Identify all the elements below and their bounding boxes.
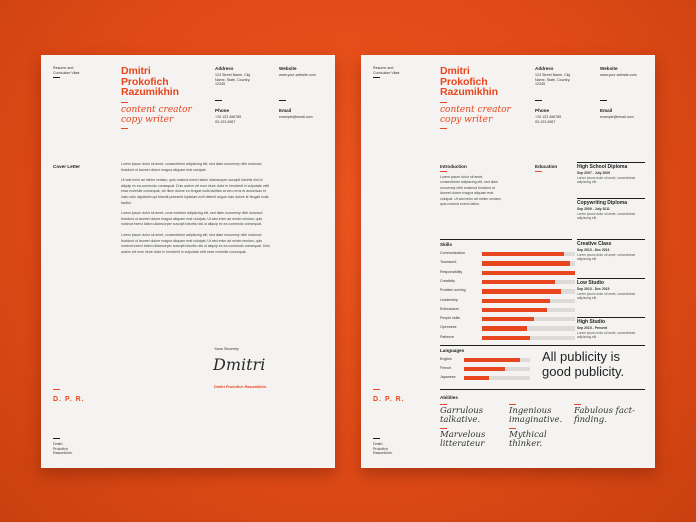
language-row [440,356,530,365]
skill-name: Responsibility [440,269,463,274]
email-block [600,108,634,120]
email-label: Email [279,108,292,113]
skill-bar-track [482,252,575,256]
skill-bar-fill [482,271,575,275]
phone-label: Phone [535,108,550,113]
skill-name: Communication [440,251,465,255]
education-rule [577,162,645,163]
education-title: High School Diploma [577,164,628,170]
skill-name: Openness [440,325,457,330]
language-bar-fill [464,367,505,371]
name-line: Dmitri [121,65,151,77]
skill-name: Creativity [440,278,455,283]
footer-name [373,442,393,456]
role-line: copy writer [121,114,174,125]
skill-row [440,324,575,333]
skill-bar-track [482,280,575,284]
education-rule [577,198,645,199]
divider [535,171,542,172]
name-line: Dmitri [440,65,470,77]
skill-bar-fill [482,308,547,312]
footer-name [53,442,73,456]
address-label: Address [215,66,234,71]
languages-list [440,356,540,384]
doc-type-line: Curriculum Vitae [53,70,80,75]
education-label: Education [535,164,558,169]
email-label: Email [600,108,613,113]
address-block [215,66,277,87]
footer-name-line: Razumikhin. [53,451,73,456]
applicant-name [440,66,498,98]
skill-bar-fill [482,280,555,284]
signature: Dmitri [213,355,266,374]
divider [440,171,447,172]
skill-name: People skills [440,316,460,321]
website-value[interactable]: www.your-website.com [600,73,637,77]
language-bar-track [464,367,530,371]
phone-line: 00-123-4567 [535,119,556,124]
section-rule [440,389,645,390]
cover-letter-label: Cover Letter [53,164,81,169]
divider [121,102,128,103]
initials-logo: D. P. R. [373,396,405,403]
address-line: 12345 [535,82,545,87]
phone-line: +20 123 456789 [535,115,562,119]
education-item [577,319,645,339]
divider [509,404,516,405]
education-text: Lorem ipsum dolor sit amet, consectetuer adipiscing elit. [577,176,636,185]
ability-item: Fabulous fact-finding. [574,406,635,425]
skill-row [440,269,575,278]
introduction-text: Lorem ipsum dolor sit amet, consectetuer adipiscing elit, sed diam nonummy nibh euismod tincidunt ut laoreet dolore magna aliquam erat volutpat. Ut wisi enim ad minim veniam, quis nostrud exerci tation. [440,175,502,207]
initials-logo: D. P. R. [53,396,85,403]
language-bar-track [464,376,530,380]
education-dates: Sep 2007 - July 2009 [577,171,610,175]
skill-bar-fill [482,289,561,293]
education-rule [577,239,645,240]
skill-bar-fill [482,317,534,321]
doc-type-line: Curriculum Vitae [373,70,400,75]
role-line: content creator [440,105,511,115]
language-name: English [440,357,452,361]
skill-bar-track [482,261,575,265]
skill-bar-fill [482,326,527,330]
divider [509,428,516,429]
language-row [440,365,530,374]
introduction-label: Introduction [440,164,467,169]
email-value[interactable]: example@email.com [279,115,313,119]
education-dates: Sep 2013 - Dec 2013 [577,248,610,252]
ability-item: Garrulous talkative. [440,406,484,425]
education-text: Lorem ipsum dolor sit amet, consectetuer adipiscing elit. [577,292,636,301]
role-title [121,106,192,125]
skill-bar-track [482,271,575,275]
education-dates: Sep 2013 - Dec 2015 [577,287,610,291]
divider [215,100,222,101]
skill-bar-track [482,308,575,312]
website-value[interactable]: www.your-website.com [279,73,316,77]
website-block [600,66,637,78]
skill-row [440,306,575,315]
skill-row [440,278,575,287]
skill-bar-track [482,326,575,330]
quote [542,350,624,379]
ability-item: Marvelous litterateur [440,430,486,449]
doc-type-line: Resume and [373,66,394,70]
abilities-label: Abilities [440,395,458,400]
signed-name: Dmitri Prokofich Razumikhin. [214,385,267,389]
divider [373,438,380,439]
skill-name: Patience [440,334,454,339]
website-block [279,66,316,78]
skill-bar-fill [482,261,570,265]
ability-item: Mythical thinker. [509,430,547,449]
footer-name-line: Prokofich [53,446,68,451]
skill-bar-fill [482,336,530,340]
name-line: Prokofich [440,75,488,88]
doc-type [373,66,400,75]
divider [535,100,542,101]
footer-name-line: Dmitri [373,442,383,446]
divider [121,128,128,129]
language-name: French [440,366,452,370]
divider [53,438,60,439]
education-item [577,164,645,184]
education-item [577,241,645,261]
education-text: Lorem ipsum dolor sit amet, consectetuer adipiscing elit. [577,331,636,340]
name-line: Razumikhin [440,86,498,98]
role-line: copy writer [440,114,493,125]
divider [53,389,60,390]
language-name: Japanese [440,375,456,379]
education-title: High Studio [577,319,606,325]
skill-name: Enthusiasm [440,306,459,311]
doc-type-line: Resume and [53,66,74,70]
name-line: Razumikhin [121,86,179,98]
footer-name-line: Prokofich [373,446,388,451]
address-line: Name, State, Country, [535,77,571,82]
education-title: Copywriting Diploma [577,200,627,206]
quote-line: All publicity is [542,349,621,364]
languages-label: Languages [440,348,465,353]
language-bar-fill [464,358,520,362]
education-title: Low Studio [577,280,604,286]
education-item [577,200,645,220]
skill-row [440,259,575,268]
cover-paragraph: Lorem ipsum dolor sit amet, consectetuer adipiscing elit, sed diam nonummy nibh euismod tincidunt ut laoreet dolore magna aliquam erat volutpat. [121,162,262,172]
skill-name: Problem solving [440,288,466,293]
role-line: content creator [121,105,192,115]
website-label: Website [600,66,618,71]
skills-label: Skills [440,242,453,247]
address-line: 123 Street Name, City [535,73,571,77]
language-bar-track [464,358,530,362]
divider [440,404,447,405]
divider [279,100,286,101]
skill-name: Teamwork [440,260,457,265]
divider [440,102,447,103]
skill-bar-fill [482,299,550,303]
section-rule [440,239,572,240]
phone-label: Phone [215,108,230,113]
name-line: Prokofich [121,75,169,88]
education-rule [577,278,645,279]
phone-block [535,108,561,124]
education-title: Creative Class [577,241,612,247]
address-label: Address [535,66,554,71]
address-block [535,66,597,87]
skill-row [440,315,575,324]
cover-paragraph: Lorem ipsum dolor sit amet, consectetuer adipiscing elit, sed diam nonummy nibh euismod tincidunt ut laoreet dolore magna aliquam erat volutpat. Ut wisi enim ad minim veniam, quis nostrud exerci tation ullamcorper suscipit lobortis nisl ut aliquip ex ea commodo consequat. Duis autem vel eum iriure dolor in hendrerit in vulputate velit esse molestie consequat. [121,232,270,254]
skill-bar-track [482,299,575,303]
address-line: 12345 [215,82,225,87]
education-text: Lorem ipsum dolor sit amet, consectetuer adipiscing elit. [577,212,636,221]
closing: Yours Sincerely [214,347,239,351]
divider [53,77,60,78]
cover-paragraph: Lorem ipsum dolor sit amet, cons ectetuer adipiscing elit, sed diam nonummy nibh euismod tincidunt ut laoreet dolore magna aliquam erat volutpat. Ut wisi enim ad minim veniam, quis nostrud exerci tation ullamcorper suscipit lobortis nisl ut aliquip ex ea commodo consequat. [121,211,263,227]
skill-bar-track [482,289,575,293]
role-title [440,106,511,125]
address-line: Name, State, Country, [215,77,251,82]
skill-bar-fill [482,252,564,256]
skill-name: Leadership [440,297,458,302]
section-rule [440,345,645,346]
education-rule [577,317,645,318]
cover-paragraph: Ut wisi enim ad minim veniam, quis nostrud exerci tation ullamcorper suscipit lobortis nisl ut aliquip ex ea commodo consequat. Duis autem vel eum iriure dolor in hendrerit in vulputate velit esse molestie consequat, vel illum dolore eu feugiat nulla facilisis at vero eros et accumsan et iusto odio dignissim qui blandit praesent luptatum zzril delenit augue duis dolore te feugait nulla facilisi. [121,178,270,205]
skill-row [440,334,575,343]
education-dates: Sep 2015 - Present [577,326,608,330]
divider [440,428,447,429]
doc-type [53,66,80,75]
phone-block [215,108,241,124]
skill-row [440,297,575,306]
divider [600,100,607,101]
skill-row [440,250,575,259]
divider [574,404,581,405]
cover-letter-page [41,55,335,468]
email-block [279,108,313,120]
phone-line: 00-123-4567 [215,119,236,124]
resume-page [361,55,655,468]
cover-letter-body [121,162,273,255]
applicant-name [121,66,179,98]
address-line: 123 Street Name, City [215,73,251,77]
phone-line: +20 123 456789 [215,115,242,119]
divider [373,389,380,390]
divider [373,77,380,78]
education-item [577,280,645,300]
skill-bar-track [482,317,575,321]
divider [440,128,447,129]
skills-list [440,250,576,345]
language-bar-fill [464,376,489,380]
skill-bar-track [482,336,575,340]
email-value[interactable]: example@email.com [600,115,634,119]
footer-name-line: Dmitri [53,442,63,446]
ability-item: Ingenious imaginative. [509,406,563,425]
website-label: Website [279,66,297,71]
education-text: Lorem ipsum dolor sit amet, consectetuer adipiscing elit. [577,253,636,262]
quote-line: good publicity. [542,363,625,379]
skill-row [440,287,575,296]
language-row [440,374,530,383]
education-dates: Sep 2009 - July 2011 [577,207,610,211]
footer-name-line: Razumikhin. [373,451,393,456]
